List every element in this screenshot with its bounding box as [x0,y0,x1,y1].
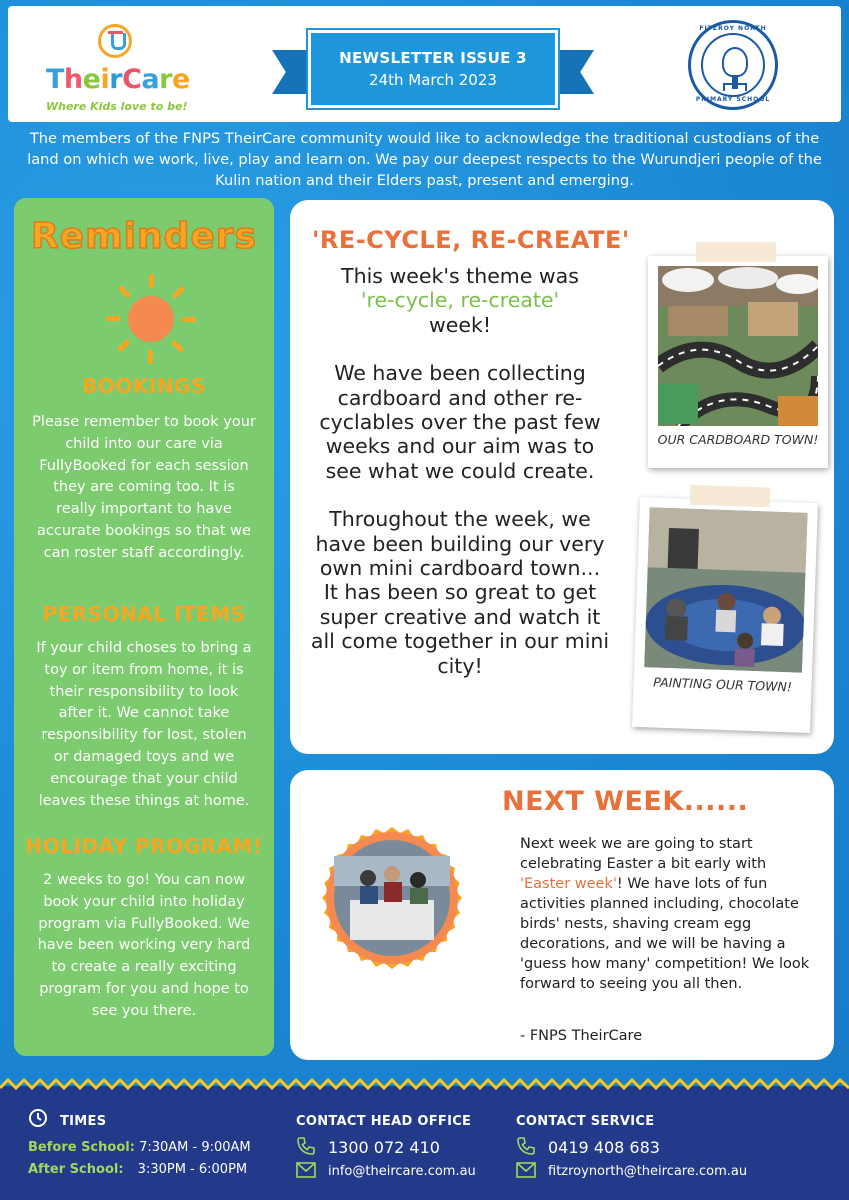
recycle-paragraph-3: Throughout the week, we have been building our very own mini cardboard town... It has been so great to get super creative and watch it all come together in our mini city! [310,507,610,678]
next-week-title: NEXT WEEK...... [502,786,749,817]
tree-icon [722,47,748,77]
painting-town-photo [644,507,807,672]
next-week-card [290,770,834,1060]
painting-town-caption: PAINTING OUR TOWN! [653,674,793,695]
recycle-intro: This week's theme was [341,264,579,288]
cardboard-town-caption: OUR CARDBOARD TOWN! [657,432,819,447]
painting-town-polaroid [632,497,818,733]
email-icon [516,1162,536,1178]
times-heading: TIMES [60,1114,107,1129]
holiday-program-text: 2 weeks to go! You can now book your child into holiday program via FullyBooked. We have been working very hard to create a really exciting program for you and hope to see you there. [37,872,251,1019]
recycle-body [310,264,610,702]
issue-number: NEWSLETTER ISSUE 3 [339,49,527,67]
service-email[interactable]: fitzroynorth@theircare.com.au [548,1164,748,1179]
after-school-hours: 3:30PM - 6:00PM [137,1162,248,1177]
cardboard-town-polaroid [648,256,828,468]
issue-banner [272,30,594,114]
before-school-hours: 7:30AM - 9:00AM [139,1140,251,1155]
easter-week-highlight: 'Easter week' [520,876,617,892]
next-week-body [520,834,820,994]
seal-top-text: FITZROY NORTH [699,25,767,32]
phone-icon [296,1136,316,1156]
sun-icon [106,274,196,364]
recycle-card [290,200,834,754]
email-icon [296,1162,316,1178]
holiday-program-heading: HOLIDAY PROGRAM! [25,834,263,858]
footer [0,1094,849,1200]
head-office-phone[interactable]: 1300 072 410 [328,1138,440,1157]
seal-bottom-text: PRIMARY SCHOOL [695,96,771,103]
service-heading: CONTACT SERVICE [516,1114,655,1129]
head-office-heading: CONTACT HEAD OFFICE [296,1114,472,1129]
personal-items-heading: PERSONAL ITEMS [42,602,246,626]
next-week-text-end: ! We have lots of fun activities planned including, chocolate birds' nests, shaving cream egg decorations, and we will be having a 'guess how many' competition! We look forward to seeing you all then. [520,876,810,992]
theircare-logo [40,24,190,120]
issue-date: 24th March 2023 [369,71,497,89]
header [8,6,841,122]
recycle-intro-end: week! [428,312,492,337]
recycle-paragraph-2: We have been collecting cardboard and other re-cyclables over the past few weeks and our aim was to see what we could create. [319,361,601,483]
cardboard-town-photo [658,266,818,426]
theircare-logo-icon [98,24,132,58]
next-week-signature: - FNPS TheirCare [520,1028,643,1044]
school-seal [688,20,778,110]
recycle-title: 'RE-CYCLE, RE-CREATE' [312,226,630,254]
service-phone[interactable]: 0419 408 683 [548,1138,660,1157]
reminders-panel [14,198,274,1056]
logo-wordmark: TheirCare [46,64,190,95]
next-week-text-start: Next week we are going to start celebrating Easter a bit early with [520,836,767,872]
reminders-title: Reminders [31,216,257,257]
logo-tagline: Where Kids love to be! [46,100,188,113]
building-icon [723,83,747,91]
head-office-email[interactable]: info@theircare.com.au [328,1164,476,1179]
personal-items-text: If your child choses to bring a toy or item from home, it is their responsibility to look after it. We cannot take responsibility for lost, stolen or damaged toys and we encourage that your child leaves these things at home. [36,640,252,809]
bookings-text: Please remember to book your child into our care via FullyBooked for each session they are coming too. It is really important to have accurate bookings so that we can roster staff accordingly. [32,414,256,561]
bookings-heading: BOOKINGS [82,374,206,398]
acknowledgement-of-country: The members of the FNPS TheirCare community would like to acknowledge the traditional custodians of the land on which we work, live, play and learn on. We pay our deepest respects to the Wurundjeri people of the Kulin nation and their Elders past, present and emerging. [27,130,822,189]
easter-activity-photo [310,816,474,980]
clock-icon [28,1108,48,1128]
phone-icon [516,1136,536,1156]
recycle-theme-highlight: 're-cycle, re-create' [360,288,560,313]
after-school-label: After School: [28,1162,124,1177]
before-school-label: Before School: [28,1140,135,1155]
